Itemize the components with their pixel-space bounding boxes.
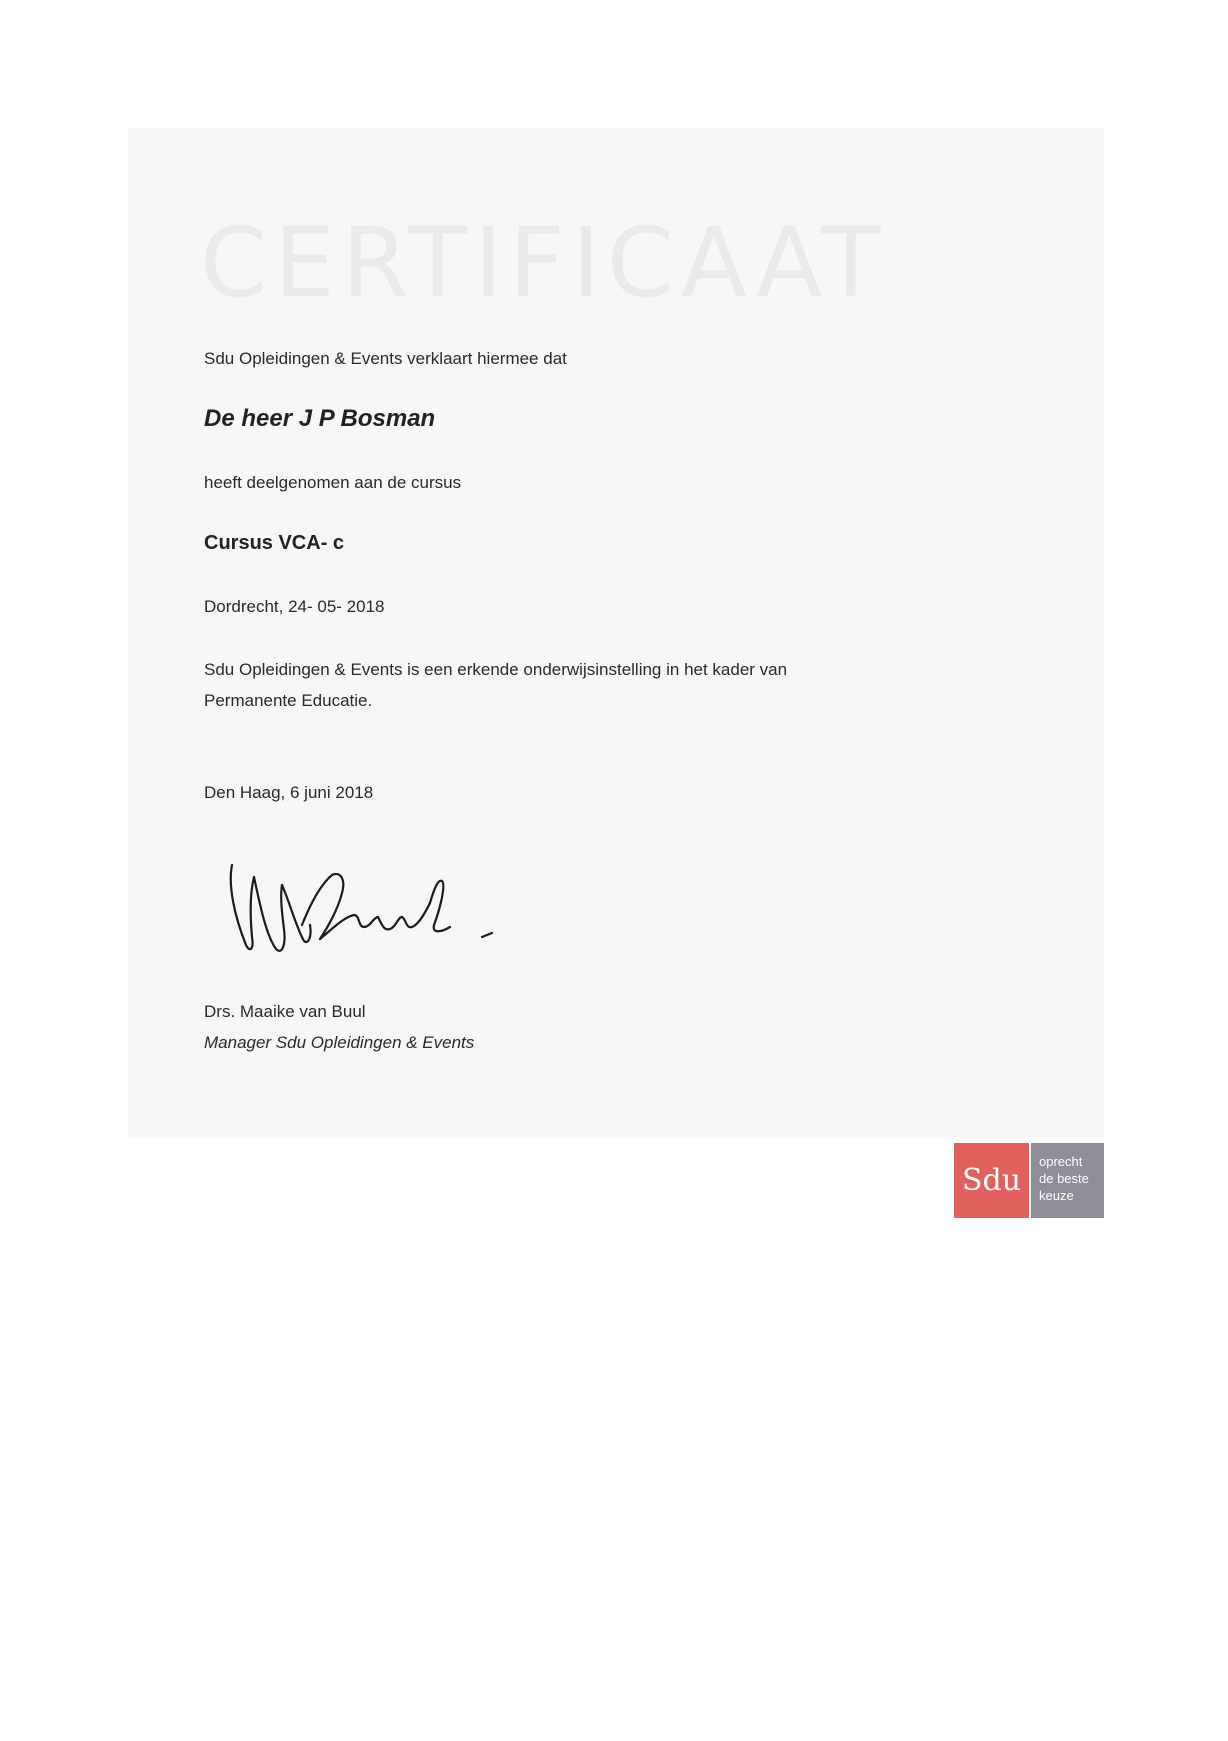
signatory-title: Manager Sdu Opleidingen & Events	[204, 1033, 475, 1052]
course-name: Cursus VCA- c	[204, 532, 345, 554]
issue-place-date: Den Haag, 6 juni 2018	[204, 783, 374, 802]
participation-text: heeft deelgenomen aan de cursus	[204, 473, 462, 492]
accreditation-text-line-2: Permanente Educatie.	[204, 691, 373, 710]
course-place-date: Dordrecht, 24- 05- 2018	[204, 597, 385, 616]
signatory-name: Drs. Maaike van Buul	[204, 1002, 366, 1021]
sdu-tagline-line: keuze	[1039, 1188, 1074, 1203]
issuer-statement: Sdu Opleidingen & Events verklaart hiermee dat	[204, 349, 567, 368]
certificate-watermark: CERTIFICAAT	[200, 207, 888, 319]
sdu-logo-tagline	[1031, 1143, 1104, 1218]
recipient-name: De heer J P Bosman	[204, 405, 436, 432]
handwritten-signature	[220, 845, 560, 975]
accreditation-text-line-1: Sdu Opleidingen & Events is een erkende onderwijsinstelling in het kader van	[204, 660, 788, 679]
sdu-tagline-line: de beste	[1039, 1171, 1089, 1186]
sdu-logo	[954, 1143, 1104, 1218]
sdu-tagline-line: oprecht	[1039, 1154, 1083, 1169]
sdu-logo-mark: Sdu	[954, 1143, 1029, 1218]
